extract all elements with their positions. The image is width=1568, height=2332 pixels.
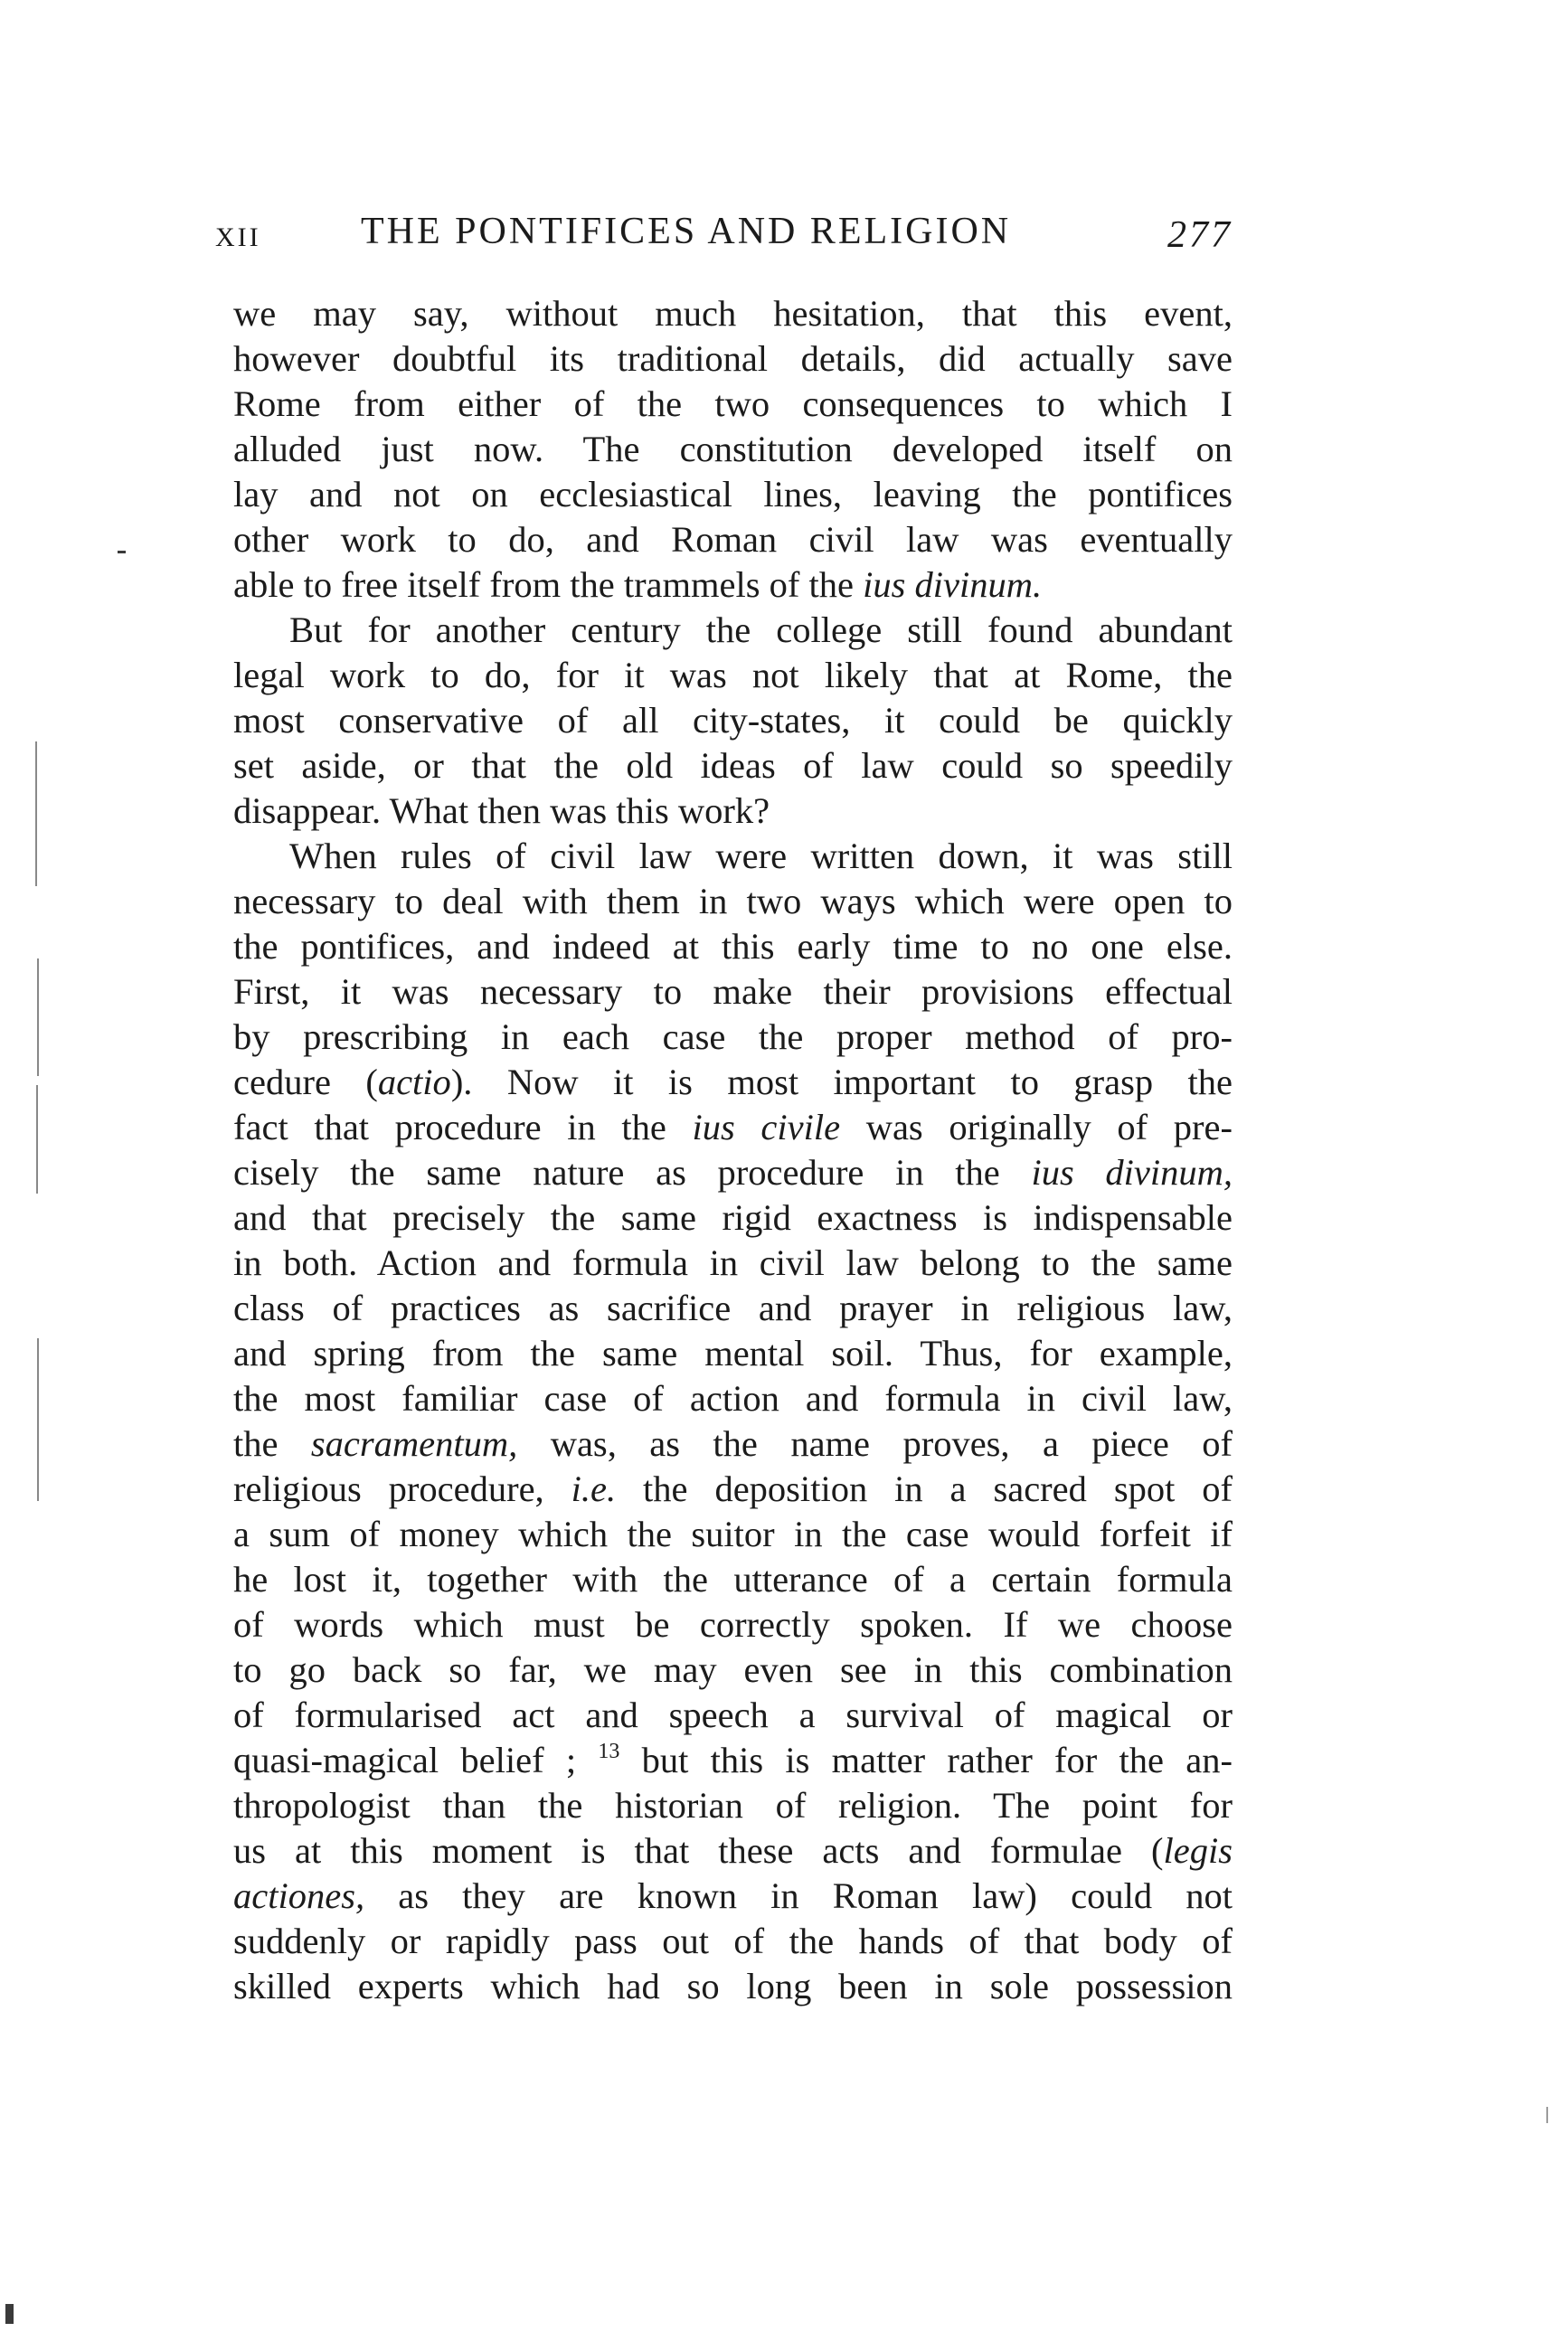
chapter-numeral: XII [215,222,261,252]
text-line: religious procedure, i.e. the deposition in a sacred spot of [233,1468,1233,1509]
italic-term: legis [1163,1830,1233,1871]
scan-mark [37,958,39,1076]
scan-mark [1546,2107,1548,2123]
text-line: quasi-magical belief ; $^{13}$ but this is matter rather for the an- [233,1740,1233,1780]
text-line: lay and not on ecclesiastical lines, leaving the pontifices [233,474,1233,515]
italic-term: i.e. [571,1468,617,1509]
text-line: a sum of money which the suitor in the case would forfeit if [233,1514,1233,1554]
text-line: suddenly or rapidly pass out of the hands of that body of [233,1921,1233,1961]
running-head [215,210,1233,264]
scan-mark [5,2304,14,2324]
text-line: alluded just now. The constitution developed itself on [233,429,1233,469]
scan-mark [35,741,37,886]
text-line: skilled experts which had so long been in sole possession [233,1966,1233,2006]
text-line: however doubtful its traditional details, did actually save [233,338,1233,379]
text-line: other work to do, and Roman civil law was eventually [233,519,1233,560]
text-line: of words which must be correctly spoken. If we choose [233,1604,1233,1645]
scan-mark [36,1085,38,1194]
text-line: by prescribing in each case the proper method of pro- [233,1016,1233,1057]
scan-mark [118,551,126,553]
text-line: able to free itself from the trammels of the ius divinum. [233,564,1043,605]
text-line: us at this moment is that these acts and formulae (legis [233,1830,1233,1871]
text-line: he lost it, together with the utterance of a certain formula [233,1559,1233,1600]
text-line: legal work to do, for it was not likely that at Rome, the [233,655,1233,695]
text-line: we may say, without much hesitation, that this event, [233,293,1233,334]
text-line: First, it was necessary to make their provisions effectual [233,971,1233,1012]
italic-term: ius divinum, [1031,1152,1233,1193]
italic-term: ius civile [692,1107,841,1147]
page-number: 277 [1167,214,1233,256]
text-line: the most familiar case of action and formula in civil law, [233,1378,1233,1419]
italic-term: sacramentum, [310,1423,518,1464]
italic-term: actio [377,1062,451,1102]
text-line: of formularised act and speech a survival of magical or [233,1695,1233,1735]
text-line: most conservative of all city-states, it could be quickly [233,700,1233,741]
body-text [233,291,1233,2009]
text-line: cedure (actio). Now it is most important to grasp the [233,1062,1233,1102]
italic-term: ius divinum. [863,564,1043,605]
text-line: disappear. What then was this work? [233,790,770,831]
text-line: the sacramentum, was, as the name proves, a piece of [233,1423,1233,1464]
text-line: the pontifices, and indeed at this early time to no one else. [233,926,1233,967]
text-line: class of practices as sacrifice and prayer in religious law, [233,1288,1233,1328]
text-line: necessary to deal with them in two ways which were open to [233,881,1233,921]
text-line: actiones, as they are known in Roman law) could not [233,1875,1233,1916]
text-line: in both. Action and formula in civil law belong to the same [233,1242,1233,1283]
text-line: to go back so far, we may even see in this combination [233,1649,1233,1690]
text-line: thropologist than the historian of religion. The point for [233,1785,1233,1826]
italic-term: actiones, [233,1875,365,1916]
text-line: Rome from either of the two consequences to which I [233,383,1233,424]
text-line: cisely the same nature as procedure in the ius divinum, [233,1152,1233,1193]
text-line: fact that procedure in the ius civile was originally of pre- [233,1107,1233,1147]
paragraph-start: But for another century the college still found abundant [289,609,1233,650]
paragraph-start: When rules of civil law were written down, it was still [289,836,1233,876]
scan-mark [37,1338,39,1501]
footnote-reference: 13 [598,1740,620,1763]
text-line: and that precisely the same rigid exactness is indispensable [233,1197,1233,1238]
running-title: THE PONTIFICES AND RELIGION [361,211,1012,252]
text-line: set aside, or that the old ideas of law could so speedily [233,745,1233,786]
text-line: and spring from the same mental soil. Thus, for example, [233,1333,1233,1374]
